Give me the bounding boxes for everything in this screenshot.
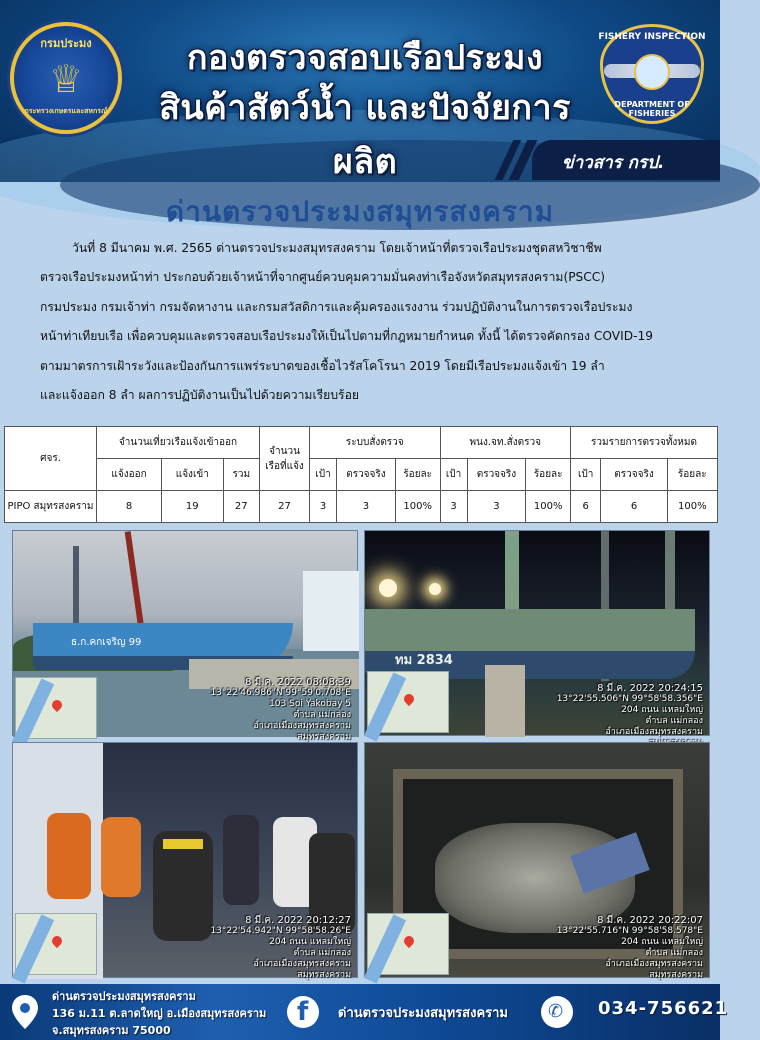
photo-coordinates: 13°22'55.506"N 99°58'58.356"E (556, 694, 703, 704)
table-cell: 3 (337, 491, 396, 523)
royal-emblem-icon: ♕ (48, 57, 84, 101)
map-river (364, 672, 406, 741)
photo-geotag (557, 915, 703, 981)
logo-right-bottom-text: DEPARTMENT OF FISHERIES (614, 100, 690, 118)
table-subheader-row (5, 459, 718, 491)
map-pin-icon (50, 698, 64, 712)
table-cell: 27 (223, 491, 260, 523)
table-header-cell: ตรวจจริง (601, 459, 667, 491)
photo-place: สมุทรสงคราม (649, 970, 703, 980)
news-body (40, 234, 690, 410)
table-header-cell: จำนวนเที่ยวเรือแจ้งเข้าออก (97, 427, 260, 459)
person-official (223, 815, 259, 905)
department-of-fisheries-logo (10, 22, 122, 134)
table-header-cell: พนง.จท.สั่งตรวจ (440, 427, 571, 459)
phone-glyph: ✆ (548, 1001, 564, 1022)
map-river (364, 914, 406, 983)
map-pin-icon (402, 692, 416, 706)
body-line: กรมประมง กรมเจ้าท่า กรมจัดหางาน และกรมสวัสดิการและคุ้มครองแรงงาน ร่วมปฏิบัติงานในการตรวจเรือประมง (40, 299, 633, 314)
table-header-cell: เป้า (571, 459, 601, 491)
photo-place: 204 ถนน แหลมใหญ่ (269, 937, 351, 947)
table-header-cell: ศจร. (5, 427, 97, 491)
location-pin-icon (10, 994, 40, 1030)
table-header-cell: รวม (223, 459, 260, 491)
logo-left-bottom-text: กระทรวงเกษตรและสหกรณ์ (24, 107, 108, 115)
photo-place: ตำบล แม่กลอง (645, 716, 703, 726)
table-header-cell: ร้อยละ (667, 459, 717, 491)
map-river (12, 914, 54, 983)
table-header-cell: เป้า (440, 459, 467, 491)
pier-post (485, 665, 525, 737)
body-line: และแจ้งออก 8 ลำ ผลการปฏิบัติงานเป็นไปด้วยความเรียบร้อย (40, 387, 360, 402)
photo-fish-hold (364, 742, 710, 978)
facebook-icon[interactable] (287, 996, 319, 1028)
table-header-cell: แจ้งออก (97, 459, 162, 491)
person-life-vest (101, 817, 141, 897)
table-cell: 100% (526, 491, 571, 523)
light (379, 579, 397, 597)
body-line: วันที่ 8 มีนาคม พ.ศ. 2565 ด่านตรวจประมงสมุทรสงคราม โดยเจ้าหน้าที่ตรวจเรือประมงชุดสหวิชาชีพ (72, 241, 602, 255)
table-cell: 6 (571, 491, 601, 523)
table-header-cell: จำนวนเรือที่แจ้ง (260, 427, 310, 491)
photo-boat-daytime (12, 530, 358, 742)
table-cell: 3 (310, 491, 337, 523)
photo-place: 204 ถนน แหลมใหญ่ (621, 937, 703, 947)
body-line: หน้าท่าเทียบเรือ เพื่อควบคุมและตรวจสอบเรือประมงให้เป็นไปตามที่กฎหมายกำหนด ทั้งนี้ ได้ตรวจคัดกรอง COVID-19 (40, 329, 653, 344)
photo-place: ตำบล แม่กลอง (293, 948, 351, 958)
table-header-cell: ระบบสั่งตรวจ (310, 427, 441, 459)
table-cell: 100% (667, 491, 717, 523)
map-pin-icon (50, 934, 64, 948)
photo-coordinates: 13°22'54.942"N 99°58'58.26"E (210, 926, 351, 936)
table-cell: PIPO สมุทรสงคราม (5, 491, 97, 523)
table-cell: 8 (97, 491, 162, 523)
photo-place: อำเภอเมืองสมุทรสงคราม (253, 959, 351, 969)
header-title-line-2: สินค้าสัตว์น้ำ และปัจจัยการผลิต (159, 88, 571, 182)
photo-place: 204 ถนน แหลมใหญ่ (621, 705, 703, 715)
phone-number[interactable]: 034-756621 (598, 998, 729, 1019)
page-title: ด่านตรวจประมงสมุทรสงคราม (165, 195, 555, 228)
footer (0, 984, 729, 1040)
map-pin-icon (402, 934, 416, 948)
map-thumbnail (15, 913, 97, 975)
emblem-icon (634, 54, 670, 90)
photo-timestamp: 8 มี.ค. 2022 20:24:15 (597, 683, 703, 694)
logo-left-top-text: กรมประมง (40, 37, 92, 50)
facebook-page-link[interactable]: ด่านตรวจประมงสมุทรสงคราม (338, 1006, 508, 1021)
table-header-cell: เป้า (310, 459, 337, 491)
photo-geotag (557, 683, 703, 749)
light (429, 583, 441, 595)
table-cell: 100% (395, 491, 440, 523)
table-header-cell: ร้อยละ (526, 459, 571, 491)
body-line: ตรวจเรือประมงหน้าท่า ประกอบด้วยเจ้าหน้าที่จากศูนย์ควบคุมความมั่นคงท่าเรือจังหวัดสมุทรสงคราม(PSCC) (40, 270, 606, 285)
footer-address-line: จ.สมุทรสงคราม 75000 (52, 1024, 171, 1037)
news-label: ข่าวสาร กรป. (562, 153, 665, 173)
photo-place: ตำบล แม่กลอง (645, 948, 703, 958)
map-river (12, 678, 54, 747)
table-cell: 3 (440, 491, 467, 523)
photo-geotag (210, 677, 351, 743)
photo-timestamp: 8 มี.ค. 2022 08:08:39 (245, 677, 351, 688)
table-header-cell: ตรวจจริง (467, 459, 526, 491)
table-cell: 3 (467, 491, 526, 523)
photo-geotag (210, 915, 351, 981)
photo-boat-night (364, 530, 710, 736)
footer-address-line: 136 ม.11 ต.ลาดใหญ่ อ.เมืองสมุทรสงคราม (52, 1007, 267, 1020)
truck (303, 571, 359, 651)
logo-right-top-text: FISHERY INSPECTION (598, 32, 706, 42)
table-header-row (5, 427, 718, 459)
table-row (5, 491, 718, 523)
fishery-inspection-logo (590, 18, 714, 128)
map-thumbnail (15, 677, 97, 739)
boat-label: ทม 2834 (395, 653, 453, 668)
table-cell: 6 (601, 491, 667, 523)
header-title-line-1: กองตรวจสอบเรือประมง (186, 38, 544, 78)
photo-coordinates: 13°22'46.986"N 99°59'0.708"E (210, 688, 351, 698)
map-thumbnail (367, 913, 449, 975)
vest-stripe (163, 839, 203, 849)
footer-address-line: ด่านตรวจประมงสมุทรสงคราม (52, 990, 196, 1003)
table-header-cell: รวมรายการตรวจทั้งหมด (571, 427, 718, 459)
facebook-glyph: f (297, 997, 309, 1027)
photo-coordinates: 13°22'55.716"N 99°58'58.578"E (556, 926, 703, 936)
news-tab (532, 140, 720, 180)
table-header-cell: ตรวจจริง (337, 459, 396, 491)
table-header-cell: แจ้งเข้า (162, 459, 223, 491)
photo-timestamp: 8 มี.ค. 2022 20:12:27 (245, 915, 351, 926)
boat-label: ธ.ก.คกเจริญ 99 (71, 637, 142, 648)
photo-place: 103 Soi Yakobay 5 (269, 699, 351, 709)
body-line: ตามมาตรการเฝ้าระวังและป้องกันการแพร่ระบาดของเชื้อไวรัสโคโรนา 2019 โดยมีเรือประมงแจ้งเข้า 19 ลำ (40, 358, 605, 373)
table-cell: 19 (162, 491, 223, 523)
inspection-stats-table (4, 426, 718, 523)
photo-place: สมุทรสงคราม (297, 732, 351, 742)
person-life-vest (47, 813, 91, 899)
table-cell: 27 (260, 491, 310, 523)
header-banner (0, 0, 720, 182)
map-thumbnail (367, 671, 449, 733)
photo-officials-screening (12, 742, 358, 978)
photo-place: ตำบล แม่กลอง (293, 710, 351, 720)
photo-place: อำเภอเมืองสมุทรสงคราม (605, 959, 703, 969)
photo-place: อำเภอเมืองสมุทรสงคราม (605, 727, 703, 737)
table-header-cell: ร้อยละ (395, 459, 440, 491)
phone-icon[interactable] (541, 996, 573, 1028)
photo-place: สมุทรสงคราม (297, 970, 351, 980)
photo-place: อำเภอเมืองสมุทรสงคราม (253, 721, 351, 731)
photo-timestamp: 8 มี.ค. 2022 20:22:07 (597, 915, 703, 926)
